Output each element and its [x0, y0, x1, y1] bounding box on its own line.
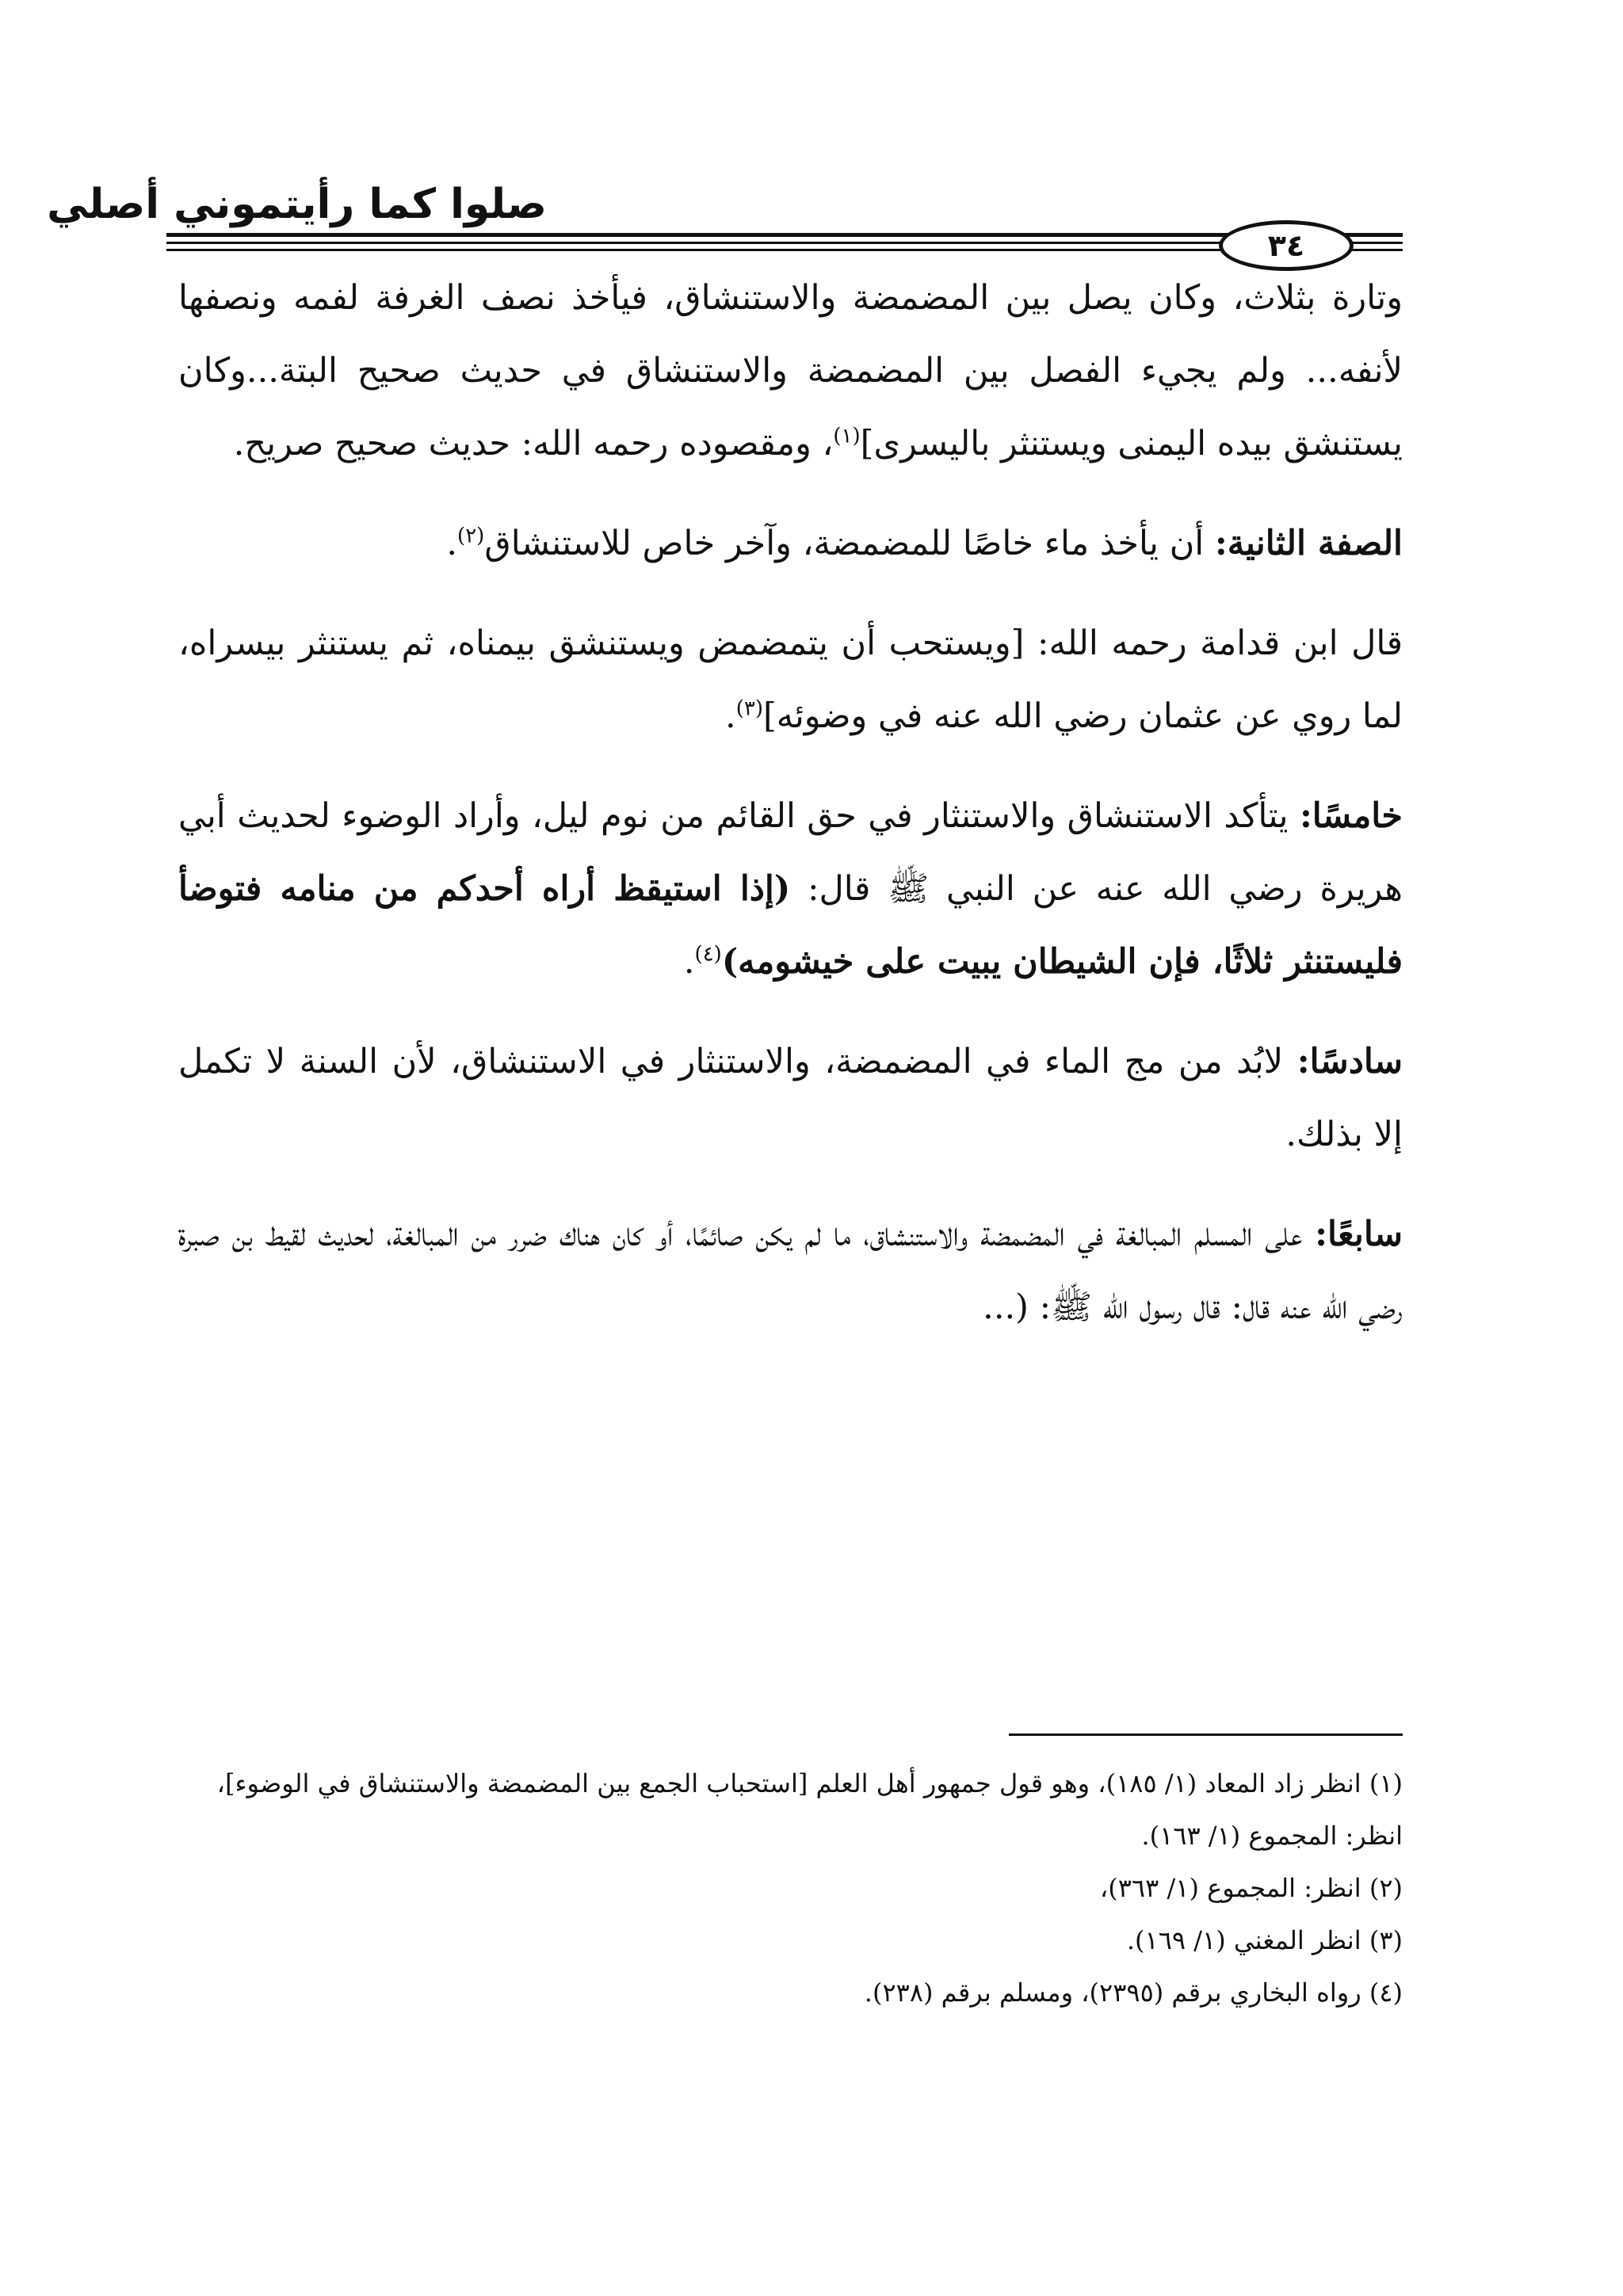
paragraph [178, 1025, 1403, 1171]
page-number: ٣٤ [1267, 228, 1305, 263]
paragraph-text: قال ابن قدامة رحمه الله: [ويستحب أن يتمضمض ويستنشق بيمناه، ثم يستنثر بيسراه، لما روي عن عثمان رضي الله عنه في وضوئه] [178, 624, 1403, 736]
hadith-quote: (إذا استيقظ أراه أحدكم من منامه فتوضأ فليستنثر ثلاثًا، فإن الشيطان يبيت على خيشومه) [178, 869, 1403, 982]
footnote: (٤) رواه البخاري برقم (٢٣٩٥)، ومسلم برقم (٢٣٨). [864, 1978, 1403, 2008]
section-label: الصفة الثانية: [1214, 524, 1403, 563]
paragraph-text: . [446, 524, 458, 563]
footnote-ref[interactable]: (١) [833, 424, 861, 448]
footnote: (٣) انظر المغني (١/ ١٦٩). [1126, 1925, 1403, 1955]
paragraph [178, 261, 1403, 480]
paragraph-text: على المسلم المبالغة في المضمضة والاستنشاق، ما لم يكن صائمًا، أو كان هناك ضرر من المبالغة، لحديث لقيط بن صبرة رضي الله عنه قال: قال رسول الله ﷺ: (... [178, 1215, 1403, 1327]
footnote-ref[interactable]: (٣) [735, 696, 763, 721]
paragraph-text: . [725, 696, 736, 736]
paragraph-text: أن يأخذ ماء خاصًا للمضمضة، وآخر خاص للاستنشاق [484, 524, 1215, 563]
paragraph-text: ، ومقصوده رحمه الله: حديث صحيح صريح. [233, 424, 834, 463]
header-rule [166, 233, 1403, 237]
footnote: (١) انظر زاد المعاد (١/ ١٨٥)، وهو قول جمهور أهل العلم [استحباب الجمع بين المضمضة والاستنشاق في الوضوء]، انظر: المجموع (١/ ١٦٣). [216, 1768, 1403, 1851]
header-rule [166, 242, 1403, 244]
footnote-ref[interactable]: (٢) [457, 524, 485, 548]
paragraph-text: لابُد من مج الماء في المضمضة، والاستنثار في الاستنشاق، لأن السنة لا تكمل إلا بذلك. [178, 1042, 1403, 1154]
body-text [178, 261, 1403, 1344]
paragraph [178, 507, 1403, 580]
footnotes [178, 1757, 1403, 2019]
header-rule [166, 249, 1403, 251]
paragraph-text: يتأكد الاستنشاق والاستنثار في حق القائم من نوم ليل، وأراد الوضوء لحديث أبي هريرة رضي الله عنه عن النبي ﷺ قال: [178, 796, 1403, 909]
footnote: (٢) انظر: المجموع (١/ ٣٦٣)، [1099, 1873, 1403, 1903]
paragraph [178, 1198, 1403, 1344]
footnote-ref[interactable]: (٤) [694, 942, 722, 967]
section-label: سادسًا: [1296, 1042, 1403, 1081]
paragraph-text: وتارة بثلاث، وكان يصل بين المضمضة والاستنشاق، فيأخذ نصف الغرفة لفمه ونصفها لأنفه... ولم يجيء الفصل بين المضمضة والاستنشاق في حديث صحيح البتة...وكان يستنشق بيده اليمنى ويستنثر باليسرى] [178, 278, 1403, 463]
running-header-title: صلوا كما رأيتموني أصلي [47, 181, 547, 228]
paragraph-text: . [683, 942, 695, 982]
paragraph [178, 780, 1403, 998]
paragraph [178, 607, 1403, 753]
section-label: سابعًا: [1315, 1215, 1403, 1254]
section-label: خامسًا: [1299, 796, 1403, 836]
footnote-separator [1009, 1733, 1403, 1736]
